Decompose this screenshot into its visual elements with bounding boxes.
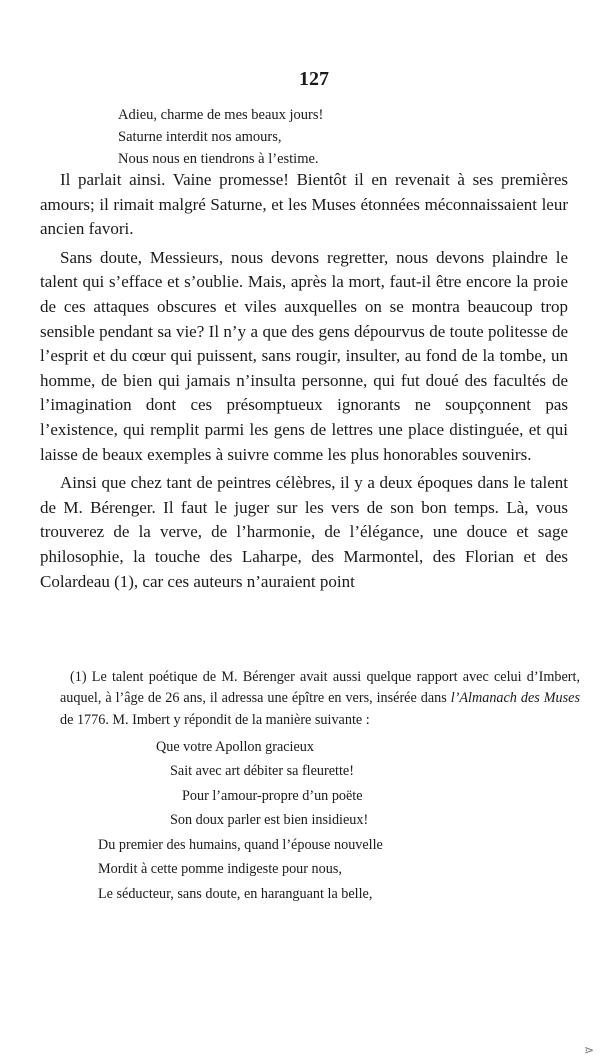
verse-line: Son doux parler est bien insidieux! — [170, 812, 369, 829]
verse-line: Saturne interdit nos amours, — [118, 129, 282, 145]
footnote-title: l’Almanach des Muses — [450, 690, 580, 707]
verse-line: Sait avec art débiter sa fleurette! — [170, 763, 354, 780]
verse-line: Mordit à cette pomme indigeste pour nous, — [98, 861, 342, 878]
verse-line: Nous nous en tiendrons à l’estime. — [118, 151, 319, 167]
paragraph: Ainsi que chez tant de peintres célèbres, il y a deux époques dans le talent de M. Bérenger. Il faut le juger sur les vers de son bon temps. Là, vous trouverez de la verve, de l’harmonie, de l’élégance, une douce et sage philosophie, la touche des Laharpe, des Marmontel, des Florian et des Colardeau (1), car ces auteurs n’auraient point — [40, 473, 568, 591]
verse-line: Adieu, charme de mes beaux jours! — [118, 107, 324, 123]
verse-line: Du premier des humains, quand l’épouse nouvelle — [98, 836, 383, 853]
verse-line: Que votre Apollon gracieux — [156, 738, 314, 755]
body-text — [40, 168, 568, 598]
footnote — [60, 667, 580, 906]
footnote-paragraph — [60, 667, 580, 731]
footnote-text: Le talent poétique de M. Bérenger avait aussi quelque rapport avec celui d’Imbert, auquel, à l’âge de 26 ans, il adressa une épître en vers, insérée dans — [60, 669, 580, 707]
footnote-text: de 1776. M. Imbert y répondit de la manière suivante : — [60, 711, 370, 728]
footnote-verse — [60, 735, 580, 907]
footnote-marker: (1) — [70, 669, 87, 685]
verse-line: Pour l’amour-propre d’un poëte — [182, 787, 363, 804]
corner-mark: ⋗ — [583, 1043, 594, 1057]
page-number: 127 — [299, 68, 329, 90]
top-verse — [118, 104, 323, 170]
verse-line: Le séducteur, sans doute, en haranguant la belle, — [98, 885, 373, 902]
paragraph: Il parlait ainsi. Vaine promesse! Bientôt il en revenait à ses premières amours; il rimait malgré Saturne, et les Muses étonnées méconnaissaient leur ancien favori. — [40, 170, 568, 239]
paragraph: Sans doute, Messieurs, nous devons regretter, nous devons plaindre le talent qui s’efface et s’oublie. Mais, après la mort, faut-il être encore la proie de ces attaques obscures et viles auxquelles on se montra beaucoup trop sensible pendant sa vie? Il n’y a que des gens dépourvus de toute politesse de l’esprit et du cœur qui puissent, sans rougir, insulter, au fond de la tombe, un homme, de bien qui jamais n’insulta personne, qui fut doué des facultés de l’imagination dont ces présomptueux ignorants ne soupçonnent pas l’existence, qui remplit parmi les gens de lettres une place distinguée, et qui laisse de beaux exemples à suivre comme les plus honorables souvenirs. — [40, 247, 568, 464]
